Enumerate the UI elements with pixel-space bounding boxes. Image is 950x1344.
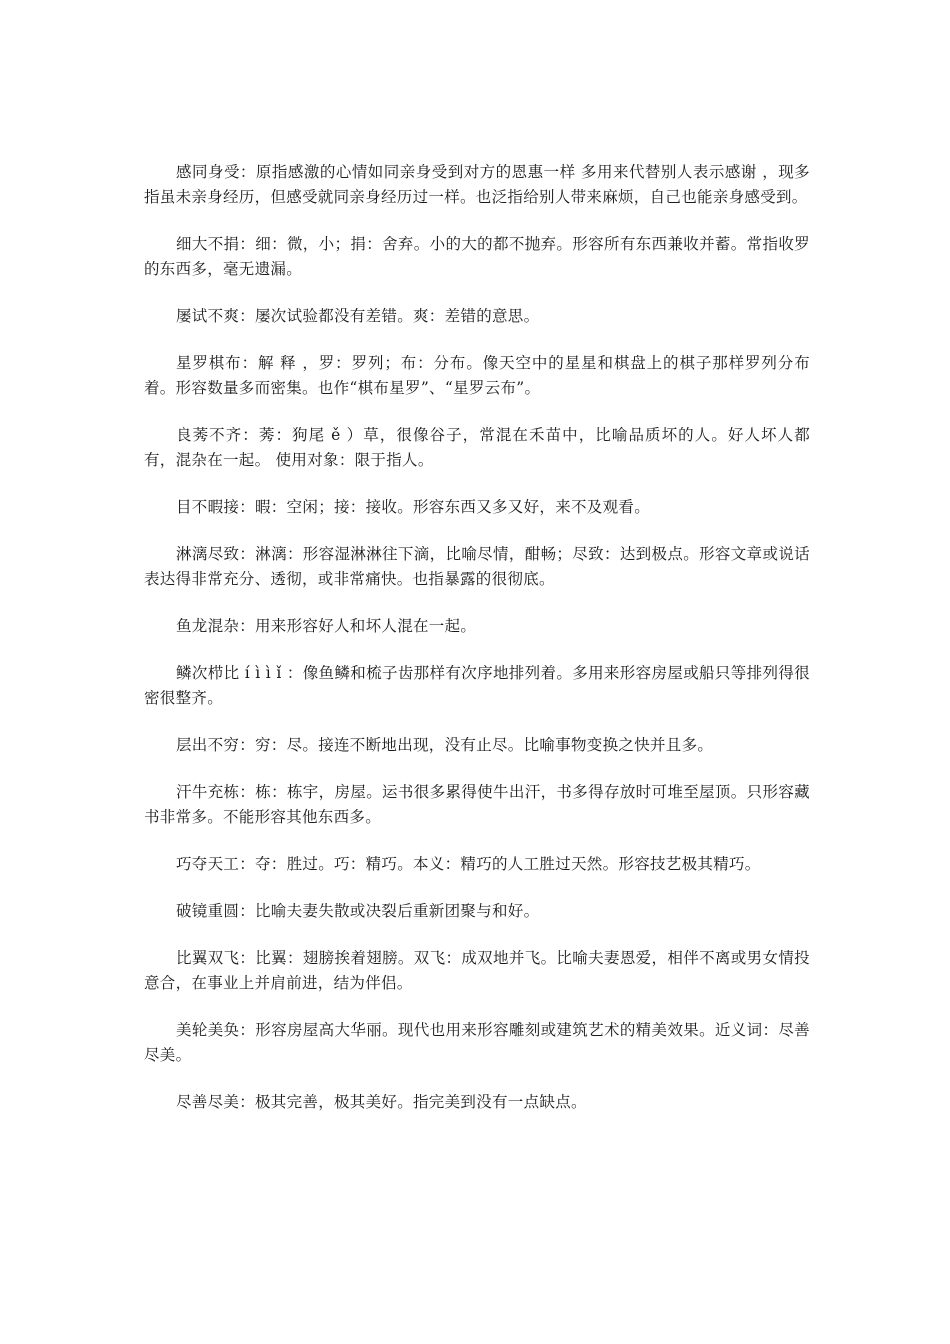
idiom-entry: 目不暇接：暇：空闲；接：接收。形容东西又多又好，来不及观看。	[176, 498, 651, 516]
idiom-entry: 美轮美奂：形容房屋高大华丽。现代也用来形容雕刻或建筑艺术的精美效果。近义词：尽善尽美。	[144, 1021, 810, 1064]
idiom-entry: 良莠不齐：莠：狗尾 ě ）草，很像谷子，常混在禾苗中，比喻品质坏的人。好人坏人都有，混杂在一起。 使用对象：限于指人。	[144, 426, 810, 469]
idiom-entry: 淋漓尽致：淋漓：形容湿淋淋往下滴，比喻尽情，酣畅；尽致：达到极点。形容文章或说话表达得非常充分、透彻，或非常痛快。也指暴露的很彻底。	[144, 545, 810, 588]
idiom-entry: 破镜重圆：比喻夫妻失散或决裂后重新团聚与和好。	[176, 902, 540, 920]
idiom-entry: 尽善尽美：极其完善，极其美好。指完美到没有一点缺点。	[176, 1093, 587, 1111]
idiom-entry-list	[144, 160, 810, 1137]
idiom-entry: 星罗棋布：解 释 ，罗：罗列；布：分布。像天空中的星星和棋盘上的棋子那样罗列分布着。形容数量多而密集。也作“棋布星罗”、“星罗云布”。	[144, 354, 810, 397]
idiom-entry: 屡试不爽：屡次试验都没有差错。爽：差错的意思。	[176, 307, 540, 325]
idiom-entry: 细大不捐：细：微，小；捐：舍弃。小的大的都不抛弃。形容所有东西兼收并蓄。常指收罗的东西多，毫无遗漏。	[144, 235, 810, 278]
idiom-entry: 汗牛充栋：栋：栋宇，房屋。运书很多累得使牛出汗，书多得存放时可堆至屋顶。只形容藏书非常多。不能形容其他东西多。	[144, 783, 810, 826]
idiom-entry: 层出不穷：穷：尽。接连不断地出现，没有止尽。比喻事物变换之快并且多。	[176, 736, 714, 754]
idiom-entry: 感同身受：原指感激的心情如同亲身受到对方的恩惠一样 多用来代替别人表示感谢 ，现多指虽未亲身经历，但感受就同亲身经历过一样。也泛指给别人带来麻烦，自己也能亲身感受到。	[144, 163, 810, 206]
idiom-entry: 比翼双飞：比翼：翅膀挨着翅膀。双飞：成双地并飞。比喻夫妻恩爱，相伴不离或男女情投意合，在事业上并肩前进，结为伴侣。	[144, 949, 810, 992]
idiom-entry: 鱼龙混杂：用来形容好人和坏人混在一起。	[176, 617, 477, 635]
idiom-entry: 鳞次栉比 í ì ì ǐ ：像鱼鳞和梳子齿那样有次序地排列着。多用来形容房屋或船只等排列得很密很整齐。	[144, 664, 810, 707]
idiom-entry: 巧夺天工：夺：胜过。巧：精巧。本义：精巧的人工胜过天然。形容技艺极其精巧。	[176, 855, 761, 873]
